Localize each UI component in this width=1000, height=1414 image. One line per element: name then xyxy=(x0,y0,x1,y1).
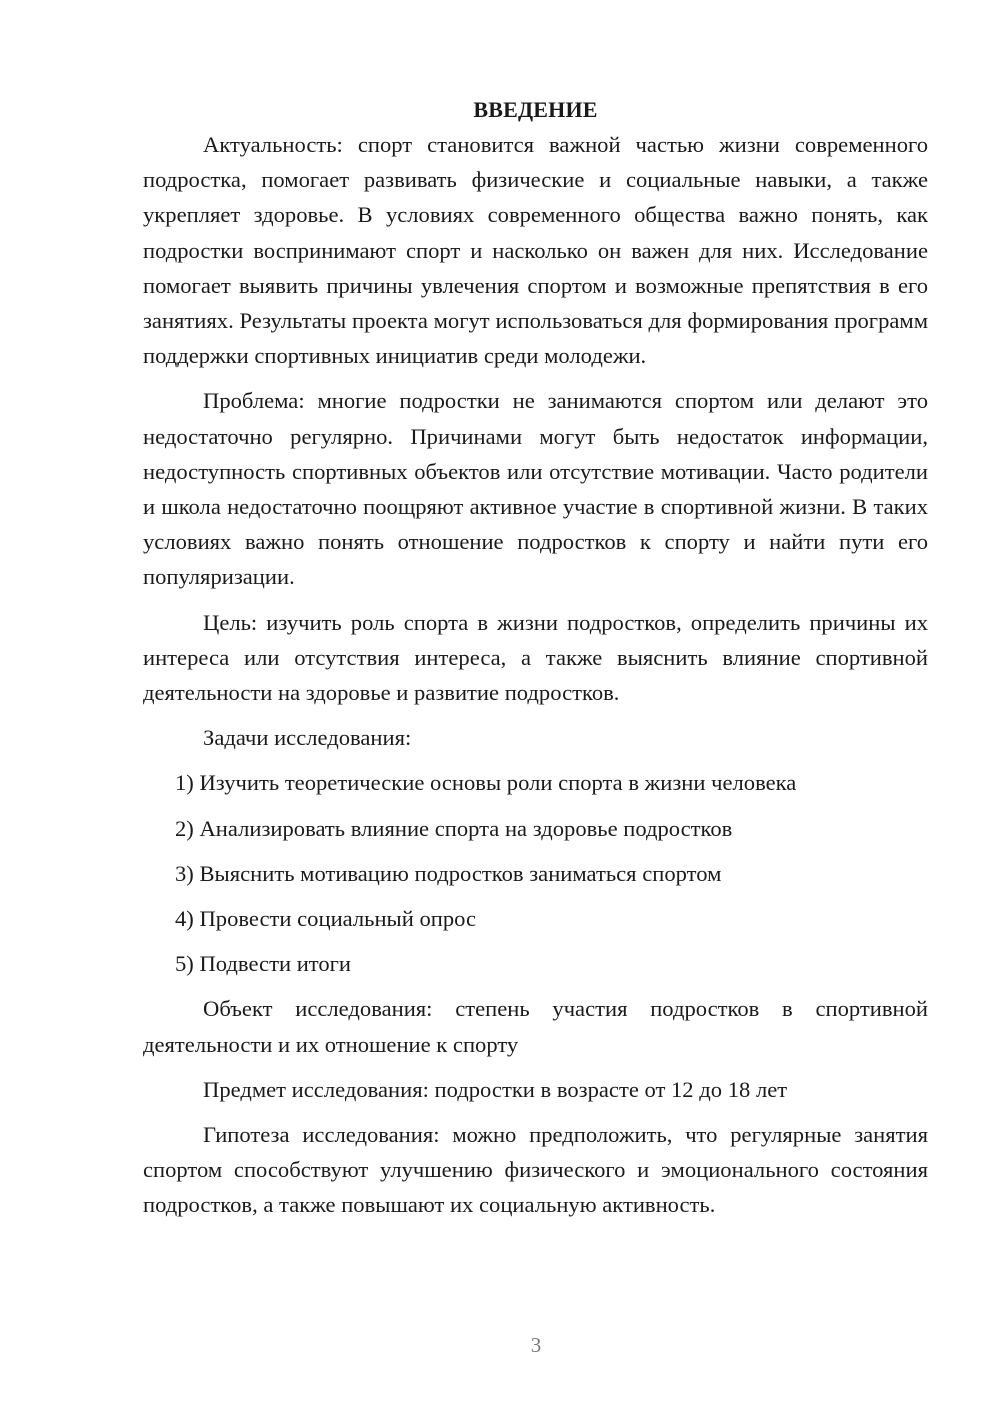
task-item: 3) Выяснить мотивацию подростков заниматься спортом xyxy=(175,860,722,886)
tasks-heading: Задачи исследования: xyxy=(203,725,412,751)
paragraph-object: Объект исследования: степень участия подростков в спортивной деятельности и их отношение к спорту xyxy=(143,996,928,1057)
task-item: 5) Подвести итоги xyxy=(175,951,352,977)
tasks-list xyxy=(143,765,928,981)
paragraph-subject: Предмет исследования: подростки в возрасте от 12 до 18 лет xyxy=(203,1076,788,1102)
paragraph-relevance: Актуальность: спорт становится важной частью жизни современного подростка, помогает развивать физические и социальные навыки, а также укрепляет здоровье. В условиях современного общества важно понять, как подростки воспринимают спорт и насколько он важен для них. Исследование помогает выявить причины увлечения спортом и возможные препятствия в его занятиях. Результаты проекта могут использоваться для формирования программ поддержки спортивных инициатив среди молодежи. xyxy=(143,132,928,369)
section-title: ВВЕДЕНИЕ xyxy=(473,97,598,122)
paragraph-problem: Проблема: многие подростки не занимаются спортом или делают это недостаточно регулярно. Причинами могут быть недостаток информации, недоступность спортивных объектов или отсутствие мотивации. Часто родители и школа недостаточно поощряют активное участие в спортивной жизни. В таких условиях важно понять отношение подростков к спорту и найти пути его популяризации. xyxy=(143,388,928,590)
task-item: 1) Изучить теоретические основы роли спорта в жизни человека xyxy=(175,770,797,796)
page-number: 3 xyxy=(530,1333,542,1357)
paragraph-hypothesis: Гипотеза исследования: можно предположить, что регулярные занятия спортом способствуют улучшению физического и эмоционального состояния подростков, а также повышают их социальную активность. xyxy=(143,1122,928,1218)
task-item: 2) Анализировать влияние спорта на здоровье подростков xyxy=(175,815,733,841)
document-page xyxy=(143,92,928,1233)
task-item: 4) Провести социальный опрос xyxy=(175,906,477,932)
paragraph-goal: Цель: изучить роль спорта в жизни подростков, определить причины их интереса или отсутствия интереса, а также выяснить влияние спортивной деятельности на здоровье и развитие подростков. xyxy=(143,609,928,706)
